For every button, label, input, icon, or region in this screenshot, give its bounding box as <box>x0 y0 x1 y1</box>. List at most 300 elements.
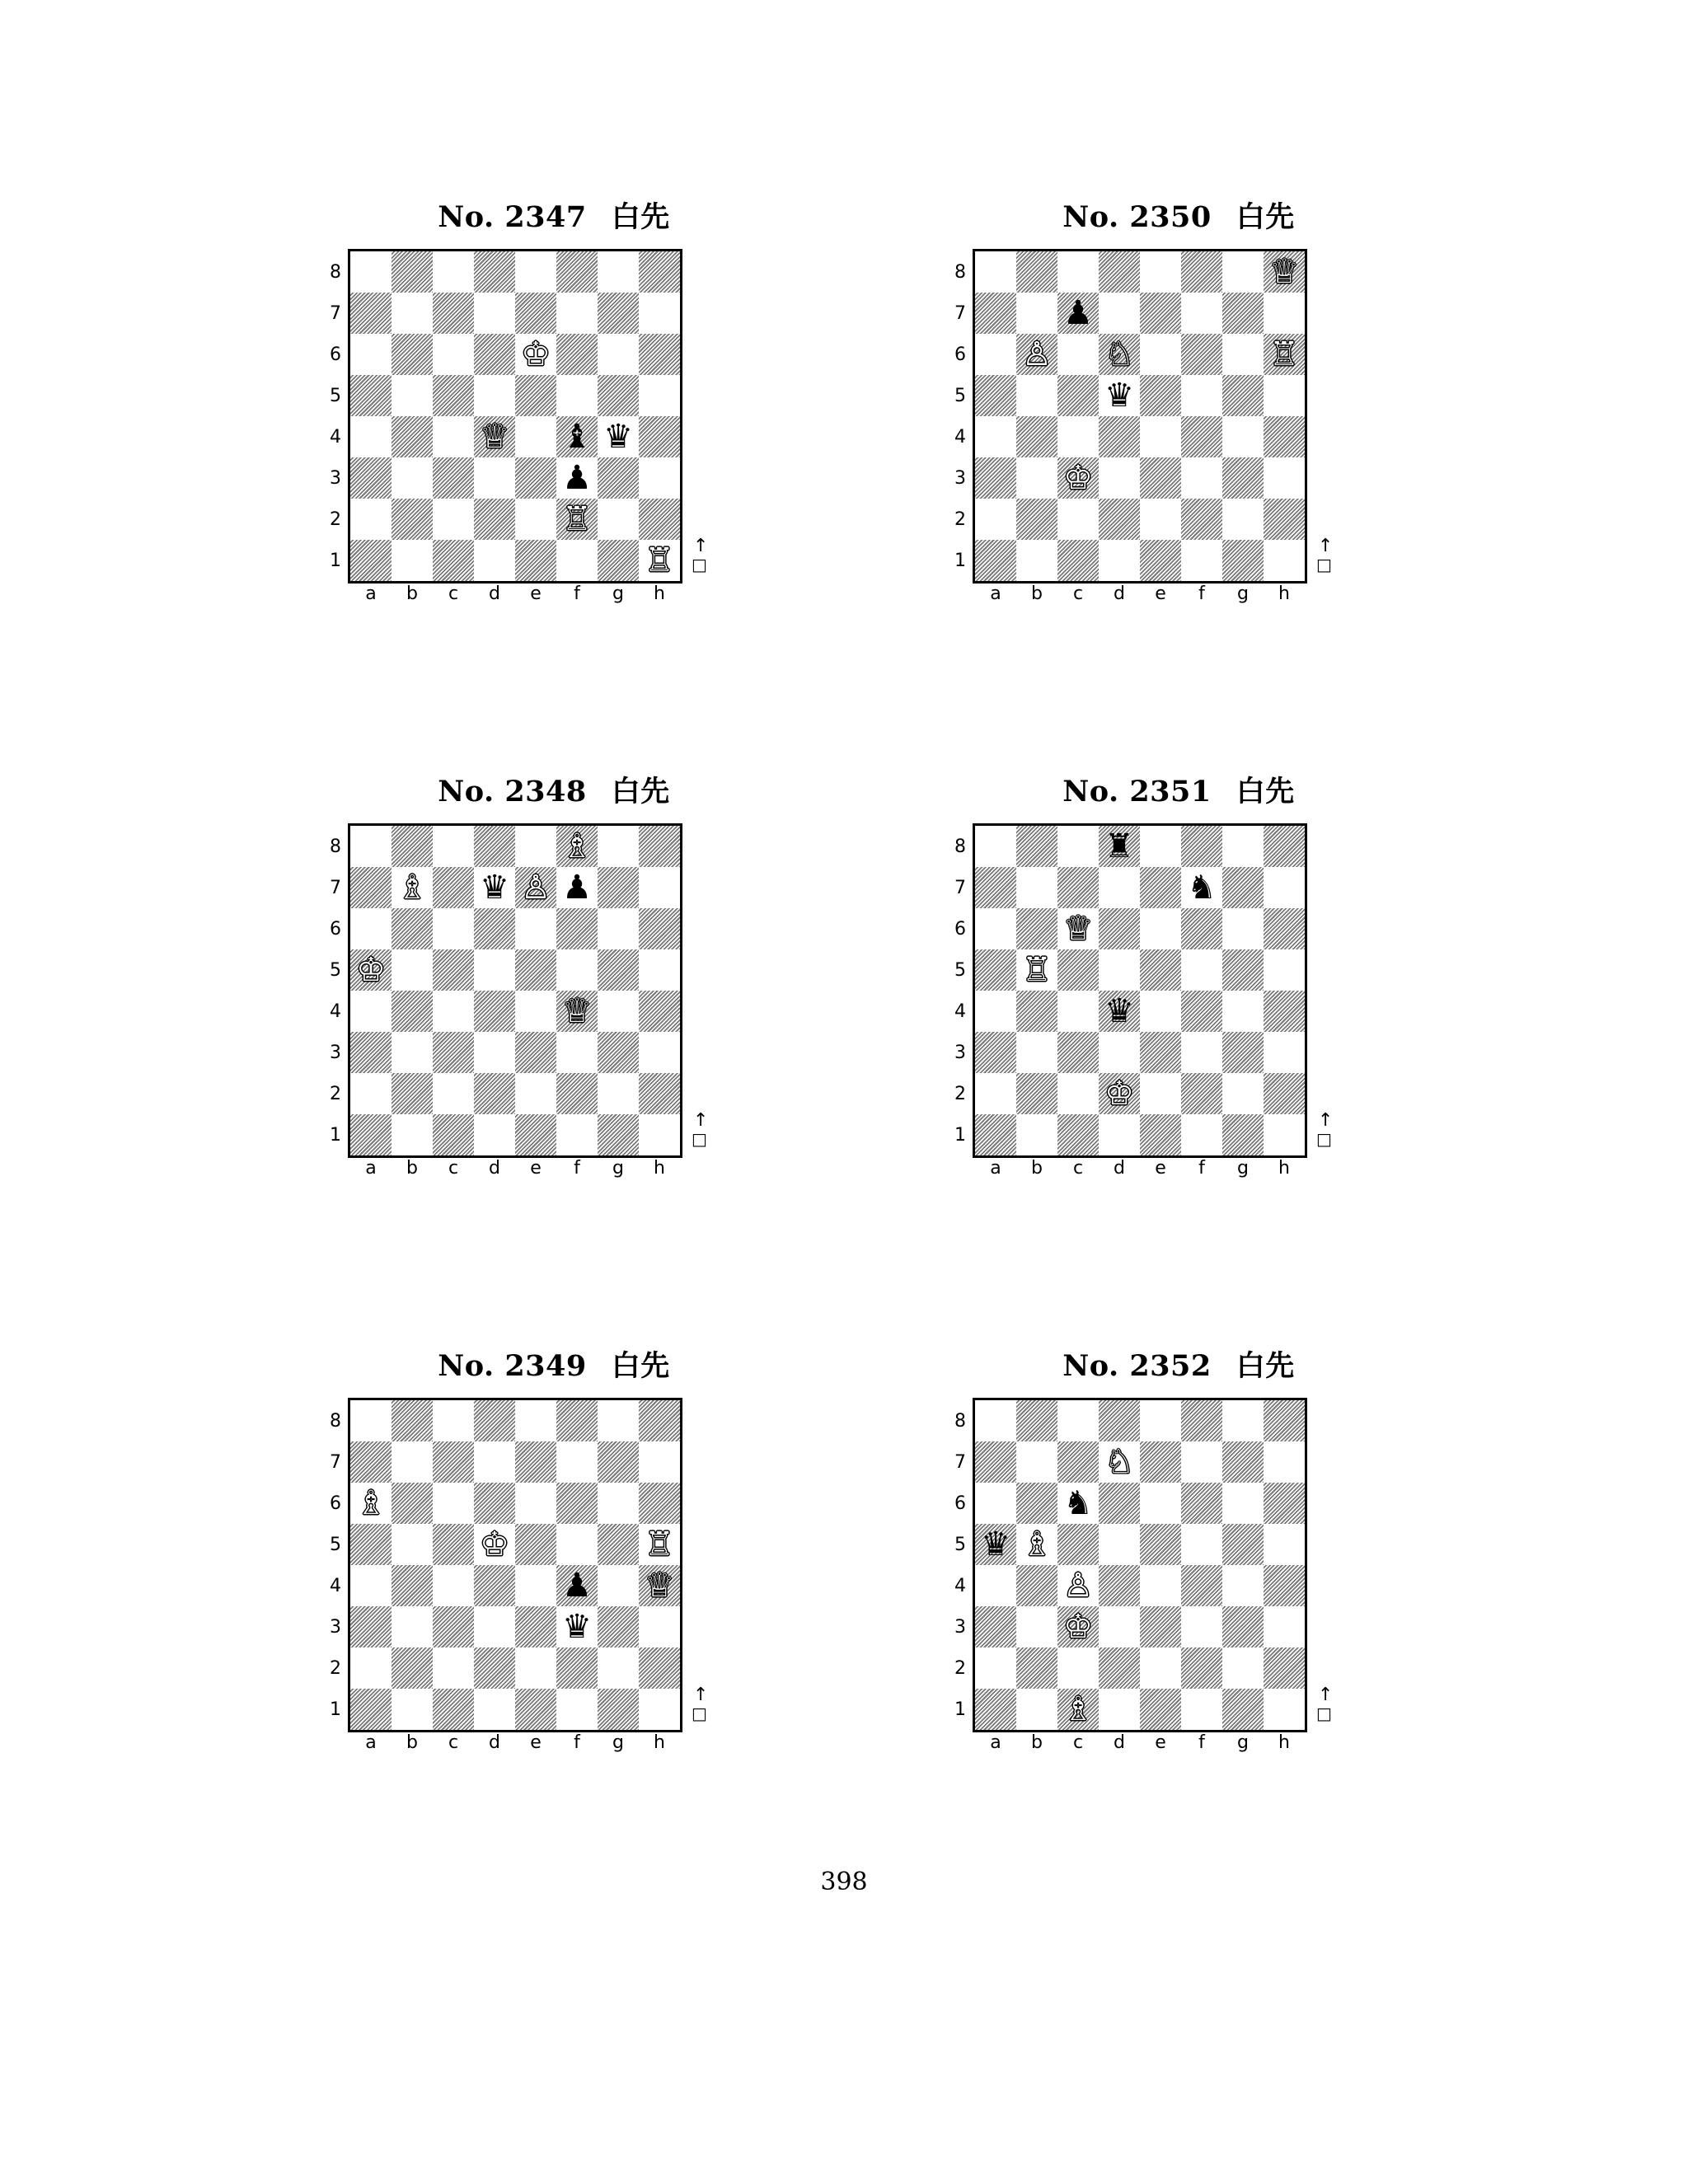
rank-label: 5 <box>330 386 341 406</box>
file-label: h <box>1278 1732 1290 1753</box>
square-g3 <box>1222 457 1264 499</box>
square-a2 <box>350 1647 392 1689</box>
square-f8 <box>556 251 598 293</box>
square-b1 <box>392 540 433 581</box>
square-h5 <box>639 1524 680 1565</box>
square-a4 <box>350 991 392 1032</box>
square-b1 <box>1016 1689 1057 1730</box>
square-a8 <box>350 1400 392 1441</box>
rank-label: 3 <box>330 1617 341 1638</box>
square-b4 <box>392 1565 433 1606</box>
square-a8 <box>350 826 392 867</box>
square-b4 <box>1016 1565 1057 1606</box>
black-queen-icon: ♛ <box>480 869 509 907</box>
square-b3 <box>392 1606 433 1647</box>
square-h1 <box>639 540 680 581</box>
square-f1 <box>1181 1689 1222 1730</box>
square-h6 <box>1264 334 1305 375</box>
square-f6 <box>556 1483 598 1524</box>
file-label: d <box>1114 1732 1125 1753</box>
square-a8 <box>350 251 392 293</box>
square-g3 <box>598 1606 639 1647</box>
square-g2 <box>598 499 639 540</box>
up-arrow-icon: ↑ <box>693 536 709 556</box>
file-label: e <box>1155 1732 1166 1753</box>
file-label: a <box>990 1158 1001 1179</box>
square-h8 <box>1264 1400 1305 1441</box>
square-a2 <box>975 1647 1016 1689</box>
square-d1 <box>1099 540 1140 581</box>
square-e4 <box>1140 1565 1181 1606</box>
square-e1 <box>1140 1114 1181 1155</box>
square-c6 <box>433 1483 474 1524</box>
puzzle-title <box>348 769 760 810</box>
square-d3 <box>474 1606 515 1647</box>
rank-label: 5 <box>330 960 341 981</box>
square-h2 <box>639 1073 680 1114</box>
square-e8 <box>515 826 556 867</box>
square-g7 <box>598 867 639 908</box>
square-f1 <box>556 1114 598 1155</box>
rank-label: 1 <box>954 1699 966 1720</box>
square-f3 <box>556 1032 598 1073</box>
square-f6 <box>1181 334 1222 375</box>
square-e3 <box>1140 1032 1181 1073</box>
square-e8 <box>1140 826 1181 867</box>
white-pawn-icon: ♙ <box>1063 1567 1093 1605</box>
white-rook-icon: ♖ <box>645 541 674 579</box>
square-h8 <box>1264 251 1305 293</box>
square-a3 <box>350 1606 392 1647</box>
square-d8 <box>474 1400 515 1441</box>
file-label: c <box>1072 1158 1084 1179</box>
square-c2 <box>1057 499 1099 540</box>
white-bishop-icon: ♗ <box>562 827 592 865</box>
puzzle-title <box>348 194 760 236</box>
square-b6 <box>1016 908 1057 949</box>
file-label: h <box>654 1158 665 1179</box>
square-d6 <box>1099 334 1140 375</box>
square-b4 <box>392 991 433 1032</box>
square-d5 <box>474 949 515 991</box>
file-label: h <box>1278 583 1290 604</box>
square-e4 <box>1140 991 1181 1032</box>
square-a5 <box>975 949 1016 991</box>
square-c8 <box>433 1400 474 1441</box>
square-icon: □ <box>1316 555 1332 574</box>
square-g3 <box>1222 1032 1264 1073</box>
square-e2 <box>515 1647 556 1689</box>
rank-label: 3 <box>330 468 341 489</box>
black-pawn-icon: ♟ <box>562 1567 592 1605</box>
file-label: c <box>448 1158 459 1179</box>
black-queen-icon: ♛ <box>981 1526 1010 1563</box>
black-pawn-icon: ♟ <box>1063 294 1093 332</box>
square-c2 <box>433 499 474 540</box>
square-g5 <box>1222 949 1264 991</box>
square-d5 <box>1099 949 1140 991</box>
white-pawn-icon: ♙ <box>1022 335 1052 373</box>
square-a1 <box>975 1114 1016 1155</box>
square-g5 <box>598 375 639 416</box>
rank-label: 8 <box>330 837 341 857</box>
square-e3 <box>1140 457 1181 499</box>
puzzle-number: No. 2352 <box>1062 1349 1212 1383</box>
rank-label: 8 <box>330 262 341 283</box>
square-f7 <box>1181 867 1222 908</box>
rank-label: 4 <box>330 1576 341 1596</box>
square-g6 <box>598 908 639 949</box>
square-b5 <box>392 375 433 416</box>
file-label: a <box>365 583 377 604</box>
stipulation-icon <box>692 1110 709 1155</box>
square-d7 <box>1099 293 1140 334</box>
square-h4 <box>1264 1565 1305 1606</box>
square-a6 <box>350 334 392 375</box>
square-b4 <box>1016 416 1057 457</box>
file-label: e <box>530 1732 542 1753</box>
square-g8 <box>1222 251 1264 293</box>
rank-label: 8 <box>330 1411 341 1432</box>
square-h3 <box>1264 1032 1305 1073</box>
puzzle-title <box>973 194 1385 236</box>
square-e1 <box>515 1689 556 1730</box>
square-a5 <box>350 949 392 991</box>
chess-board <box>973 823 1307 1158</box>
square-g6 <box>1222 334 1264 375</box>
file-label: h <box>654 583 665 604</box>
square-c2 <box>433 1647 474 1689</box>
file-label: h <box>1278 1158 1290 1179</box>
rank-label: 2 <box>330 1084 341 1104</box>
file-label: g <box>612 583 624 604</box>
side-to-move: 白先 <box>611 1349 670 1383</box>
square-g7 <box>598 1441 639 1483</box>
square-b8 <box>1016 251 1057 293</box>
rank-label: 4 <box>954 1576 966 1596</box>
file-label: f <box>574 1158 580 1179</box>
file-label: f <box>1198 1732 1205 1753</box>
square-b3 <box>1016 1606 1057 1647</box>
file-label: b <box>406 583 418 604</box>
square-b2 <box>392 1073 433 1114</box>
square-f4 <box>556 991 598 1032</box>
file-label: d <box>1114 583 1125 604</box>
square-f4 <box>1181 416 1222 457</box>
rank-label: 7 <box>954 1452 966 1473</box>
square-c4 <box>1057 991 1099 1032</box>
square-f1 <box>556 1689 598 1730</box>
square-e4 <box>515 1565 556 1606</box>
square-g7 <box>1222 293 1264 334</box>
square-g1 <box>598 540 639 581</box>
square-g8 <box>598 251 639 293</box>
rank-label: 7 <box>954 878 966 898</box>
square-b3 <box>392 457 433 499</box>
square-g4 <box>598 416 639 457</box>
square-b2 <box>392 1647 433 1689</box>
square-a1 <box>975 540 1016 581</box>
square-g2 <box>1222 1647 1264 1689</box>
square-b7 <box>1016 293 1057 334</box>
file-label: c <box>1072 1732 1084 1753</box>
square-b2 <box>1016 1073 1057 1114</box>
square-c7 <box>433 867 474 908</box>
white-queen-icon: ♕ <box>1063 910 1093 948</box>
square-c1 <box>433 1114 474 1155</box>
square-d2 <box>1099 1073 1140 1114</box>
square-d7 <box>474 867 515 908</box>
square-e1 <box>1140 1689 1181 1730</box>
black-pawn-icon: ♟ <box>562 459 592 497</box>
white-rook-icon: ♖ <box>1269 335 1299 373</box>
square-a3 <box>350 457 392 499</box>
square-d3 <box>1099 1032 1140 1073</box>
file-label: g <box>1237 1158 1249 1179</box>
square-f2 <box>1181 1073 1222 1114</box>
puzzle-title <box>973 769 1385 810</box>
file-label: g <box>1237 1732 1249 1753</box>
square-b7 <box>1016 867 1057 908</box>
square-h6 <box>1264 1483 1305 1524</box>
square-e3 <box>515 457 556 499</box>
square-f8 <box>556 826 598 867</box>
square-g7 <box>1222 867 1264 908</box>
square-g4 <box>1222 991 1264 1032</box>
square-c7 <box>1057 867 1099 908</box>
square-a6 <box>350 1483 392 1524</box>
square-e8 <box>515 1400 556 1441</box>
square-e6 <box>1140 334 1181 375</box>
square-d3 <box>474 1032 515 1073</box>
square-g6 <box>1222 908 1264 949</box>
square-e5 <box>515 1524 556 1565</box>
square-a6 <box>350 908 392 949</box>
white-bishop-icon: ♗ <box>356 1484 386 1522</box>
file-label: d <box>489 1732 500 1753</box>
white-king-icon: ♔ <box>1104 1075 1134 1113</box>
square-h5 <box>639 949 680 991</box>
square-c1 <box>433 1689 474 1730</box>
rank-label: 5 <box>954 1535 966 1555</box>
file-label: a <box>990 583 1001 604</box>
square-g4 <box>1222 1565 1264 1606</box>
square-d1 <box>1099 1114 1140 1155</box>
square-e3 <box>515 1032 556 1073</box>
rank-label: 1 <box>330 1125 341 1146</box>
square-a4 <box>975 1565 1016 1606</box>
white-knight-icon: ♘ <box>1104 335 1134 373</box>
file-label: c <box>1072 583 1084 604</box>
square-c5 <box>1057 375 1099 416</box>
square-g7 <box>1222 1441 1264 1483</box>
chess-board <box>348 249 682 583</box>
square-g5 <box>598 1524 639 1565</box>
square-c1 <box>433 540 474 581</box>
square-icon: □ <box>692 555 707 574</box>
file-label: b <box>1031 1158 1043 1179</box>
square-f2 <box>556 1647 598 1689</box>
square-b3 <box>1016 457 1057 499</box>
file-label: g <box>612 1732 624 1753</box>
square-g1 <box>598 1114 639 1155</box>
white-king-icon: ♔ <box>356 951 386 989</box>
square-h2 <box>1264 499 1305 540</box>
rank-label: 6 <box>954 344 966 365</box>
square-h1 <box>1264 1114 1305 1155</box>
square-b8 <box>1016 826 1057 867</box>
square-a1 <box>350 540 392 581</box>
file-label: f <box>574 583 580 604</box>
square-f5 <box>1181 375 1222 416</box>
square-g3 <box>598 1032 639 1073</box>
square-g2 <box>598 1073 639 1114</box>
square-d2 <box>474 1073 515 1114</box>
rank-label: 6 <box>330 919 341 940</box>
square-b6 <box>392 908 433 949</box>
file-label: d <box>489 1158 500 1179</box>
puzzle-number: No. 2351 <box>1062 775 1212 808</box>
square-a1 <box>350 1689 392 1730</box>
rank-label: 1 <box>330 1699 341 1720</box>
white-queen-icon: ♕ <box>645 1567 674 1605</box>
square-h6 <box>639 334 680 375</box>
square-h1 <box>639 1114 680 1155</box>
square-a1 <box>350 1114 392 1155</box>
square-c7 <box>1057 293 1099 334</box>
rank-label: 6 <box>330 344 341 365</box>
square-e1 <box>515 540 556 581</box>
rank-label: 1 <box>330 551 341 571</box>
square-g7 <box>598 293 639 334</box>
square-b2 <box>1016 1647 1057 1689</box>
white-rook-icon: ♖ <box>645 1526 674 1563</box>
square-f6 <box>556 908 598 949</box>
square-c6 <box>1057 1483 1099 1524</box>
square-e2 <box>1140 499 1181 540</box>
file-label: f <box>1198 583 1205 604</box>
square-b4 <box>392 416 433 457</box>
square-c5 <box>433 375 474 416</box>
square-a5 <box>975 375 1016 416</box>
square-b3 <box>1016 1032 1057 1073</box>
square-e8 <box>515 251 556 293</box>
square-e2 <box>515 1073 556 1114</box>
file-label: b <box>1031 1732 1043 1753</box>
up-arrow-icon: ↑ <box>1318 1685 1334 1705</box>
square-a6 <box>975 334 1016 375</box>
square-f8 <box>1181 826 1222 867</box>
square-e6 <box>515 908 556 949</box>
square-d6 <box>474 334 515 375</box>
rank-label: 3 <box>954 1043 966 1063</box>
rank-label: 4 <box>954 1001 966 1022</box>
square-d8 <box>474 251 515 293</box>
square-d4 <box>1099 416 1140 457</box>
square-h3 <box>639 457 680 499</box>
square-b1 <box>392 1689 433 1730</box>
square-g8 <box>1222 826 1264 867</box>
square-icon: □ <box>1316 1704 1332 1723</box>
square-c2 <box>1057 1073 1099 1114</box>
up-arrow-icon: ↑ <box>1318 536 1334 556</box>
white-queen-icon: ♕ <box>480 418 509 456</box>
rank-label: 6 <box>954 919 966 940</box>
black-queen-icon: ♛ <box>603 418 633 456</box>
up-arrow-icon: ↑ <box>693 1685 709 1705</box>
black-rook-icon: ♜ <box>1104 827 1134 865</box>
white-queen-icon: ♕ <box>562 992 592 1030</box>
rank-label: 7 <box>330 303 341 324</box>
file-label: e <box>1155 583 1166 604</box>
stipulation-icon <box>692 1685 709 1729</box>
square-f3 <box>1181 1032 1222 1073</box>
file-label: f <box>574 1732 580 1753</box>
square-e7 <box>515 293 556 334</box>
square-c4 <box>433 991 474 1032</box>
rank-label: 2 <box>330 509 341 530</box>
square-b6 <box>1016 1483 1057 1524</box>
square-d7 <box>1099 867 1140 908</box>
square-a8 <box>975 826 1016 867</box>
square-g8 <box>598 1400 639 1441</box>
square-e2 <box>515 499 556 540</box>
square-f2 <box>556 1073 598 1114</box>
square-h5 <box>1264 375 1305 416</box>
rank-label: 5 <box>954 386 966 406</box>
square-d5 <box>474 375 515 416</box>
white-king-icon: ♔ <box>1063 459 1093 497</box>
square-b1 <box>1016 540 1057 581</box>
square-d3 <box>1099 457 1140 499</box>
square-c8 <box>1057 826 1099 867</box>
square-g4 <box>598 991 639 1032</box>
square-g6 <box>1222 1483 1264 1524</box>
white-bishop-icon: ♗ <box>1022 1526 1052 1563</box>
rank-label: 4 <box>954 427 966 448</box>
square-g2 <box>1222 1073 1264 1114</box>
square-d4 <box>1099 991 1140 1032</box>
puzzle-title <box>348 1343 760 1385</box>
black-queen-icon: ♛ <box>1104 992 1134 1030</box>
square-f3 <box>1181 1606 1222 1647</box>
square-c8 <box>1057 251 1099 293</box>
square-c1 <box>1057 1689 1099 1730</box>
rank-label: 7 <box>954 303 966 324</box>
square-c3 <box>1057 1032 1099 1073</box>
square-d5 <box>474 1524 515 1565</box>
square-g8 <box>598 826 639 867</box>
square-e6 <box>515 1483 556 1524</box>
square-f2 <box>1181 499 1222 540</box>
square-c3 <box>433 1032 474 1073</box>
file-label: h <box>654 1732 665 1753</box>
up-arrow-icon: ↑ <box>693 1110 709 1131</box>
square-e4 <box>515 416 556 457</box>
square-c7 <box>1057 1441 1099 1483</box>
square-b5 <box>392 1524 433 1565</box>
rank-label: 5 <box>954 960 966 981</box>
rank-label: 6 <box>330 1493 341 1514</box>
square-b8 <box>392 251 433 293</box>
square-b4 <box>1016 991 1057 1032</box>
square-h6 <box>639 1483 680 1524</box>
square-a5 <box>975 1524 1016 1565</box>
square-g2 <box>598 1647 639 1689</box>
rank-label: 7 <box>330 1452 341 1473</box>
square-f3 <box>556 1606 598 1647</box>
square-d2 <box>1099 1647 1140 1689</box>
